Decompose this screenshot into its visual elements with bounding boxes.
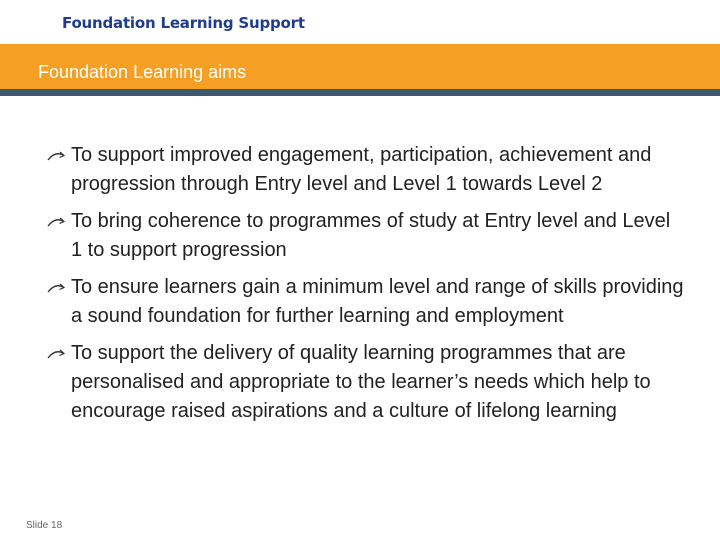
curved-arrow-bullet-icon [47,217,65,227]
curved-arrow-bullet-icon [47,283,65,293]
slide-title: Foundation Learning aims [38,62,247,82]
bullet-list [44,141,684,434]
bullet-item [44,273,684,331]
curved-arrow-bullet-icon [47,349,65,359]
bullet-item [44,339,684,426]
bullet-text: To support the delivery of quality learning programmes that are personalised and appropriate to the learner’s needs which help to encourage raised aspirations and a culture of lifelong learning [71,342,651,422]
bullet-item [44,141,684,199]
slide-number: Slide 18 [26,520,63,531]
logo-text: Foundation Learning Support [62,14,305,32]
curved-arrow-bullet-icon [47,151,65,161]
bullet-text: To support improved engagement, participation, achievement and progression through Entry level and Level 1 towards Level 2 [71,144,652,195]
bullet-text: To ensure learners gain a minimum level and range of skills providing a sound foundation for further learning and employment [71,276,684,327]
bullet-item [44,207,684,265]
bullet-text: To bring coherence to programmes of study at Entry level and Level 1 to support progression [71,210,671,261]
title-stripe [0,89,720,96]
